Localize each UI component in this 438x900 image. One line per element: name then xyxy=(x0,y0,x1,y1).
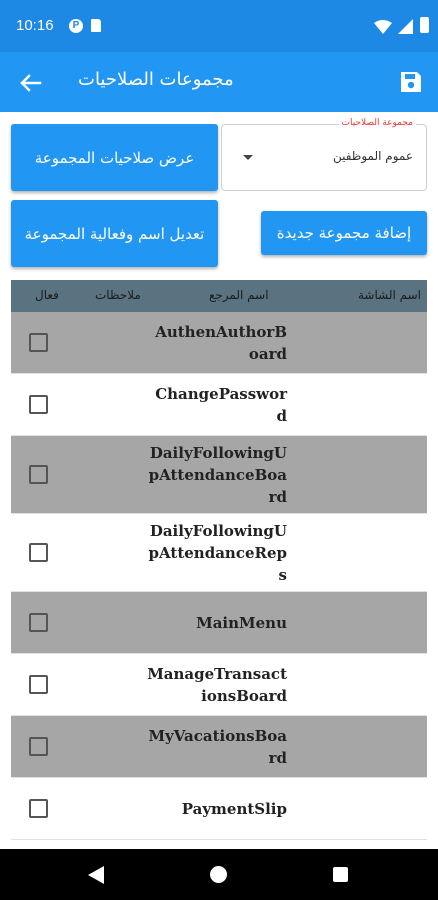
active-checkbox[interactable] xyxy=(29,395,48,414)
ref-name-cell: MainMenu xyxy=(196,614,287,632)
app-bar xyxy=(0,52,438,112)
table-row xyxy=(11,716,427,778)
active-checkbox[interactable] xyxy=(29,333,48,352)
ref-name-cell: ChangePassword xyxy=(155,385,287,425)
table-row xyxy=(11,374,427,436)
show-group-permissions-button[interactable]: عرض صلاحيات المجموعة xyxy=(11,124,218,191)
signal-icon xyxy=(398,19,413,34)
active-checkbox[interactable] xyxy=(29,543,48,562)
wifi-icon xyxy=(374,20,392,34)
table-row xyxy=(11,654,427,716)
table-row xyxy=(11,514,427,592)
ref-name-cell: DailyFollowingUpAttendanceReps xyxy=(148,522,287,584)
active-checkbox[interactable] xyxy=(29,613,48,632)
edit-group-button[interactable]: تعديل اسم وفعالية المجموعة xyxy=(11,200,218,267)
nav-back-icon[interactable] xyxy=(88,866,104,884)
back-arrow-icon[interactable] xyxy=(16,68,46,98)
table-row xyxy=(11,592,427,654)
column-header-ref-name: اسم المرجع xyxy=(209,288,269,302)
save-icon[interactable] xyxy=(399,70,423,94)
column-header-notes: ملاحظات xyxy=(95,288,141,302)
status-time: 10:16 xyxy=(16,17,54,34)
nav-recents-icon[interactable] xyxy=(333,867,348,882)
table-header xyxy=(11,280,427,312)
active-checkbox[interactable] xyxy=(29,465,48,484)
ref-name-cell: AuthenAuthorBoard xyxy=(155,323,287,363)
ref-name-cell: DailyFollowingUpAttendanceBoard xyxy=(148,444,287,506)
active-checkbox[interactable] xyxy=(29,799,48,818)
dropdown-label: مجموعة الصلاحيات xyxy=(339,118,416,128)
add-new-group-button[interactable]: إضافة مجموعة جديدة xyxy=(261,211,427,255)
active-checkbox[interactable] xyxy=(29,675,48,694)
status-bar xyxy=(0,0,438,52)
battery-icon xyxy=(420,17,429,33)
column-header-screen-name: اسم الشاشة xyxy=(357,288,421,302)
table-row xyxy=(11,778,427,840)
caret-down-icon xyxy=(243,155,253,160)
active-checkbox[interactable] xyxy=(29,737,48,756)
table-row xyxy=(11,312,427,374)
permissions-table xyxy=(11,312,427,840)
nav-home-icon[interactable] xyxy=(210,866,227,883)
ref-name-cell: MyVacationsBoard xyxy=(148,727,287,767)
permission-group-dropdown[interactable] xyxy=(221,118,427,191)
ref-name-cell: PaymentSlip xyxy=(181,800,287,818)
navigation-bar xyxy=(0,849,438,900)
page-title: مجموعات الصلاحيات xyxy=(78,69,234,90)
table-row xyxy=(11,436,427,514)
ref-name-cell: ManageTransactionsBoard xyxy=(147,665,287,705)
dropdown-value: عموم الموظفين xyxy=(332,149,413,163)
sd-card-icon xyxy=(91,19,101,32)
p-notification-icon: P xyxy=(69,19,83,33)
column-header-active: فعال xyxy=(35,288,59,302)
